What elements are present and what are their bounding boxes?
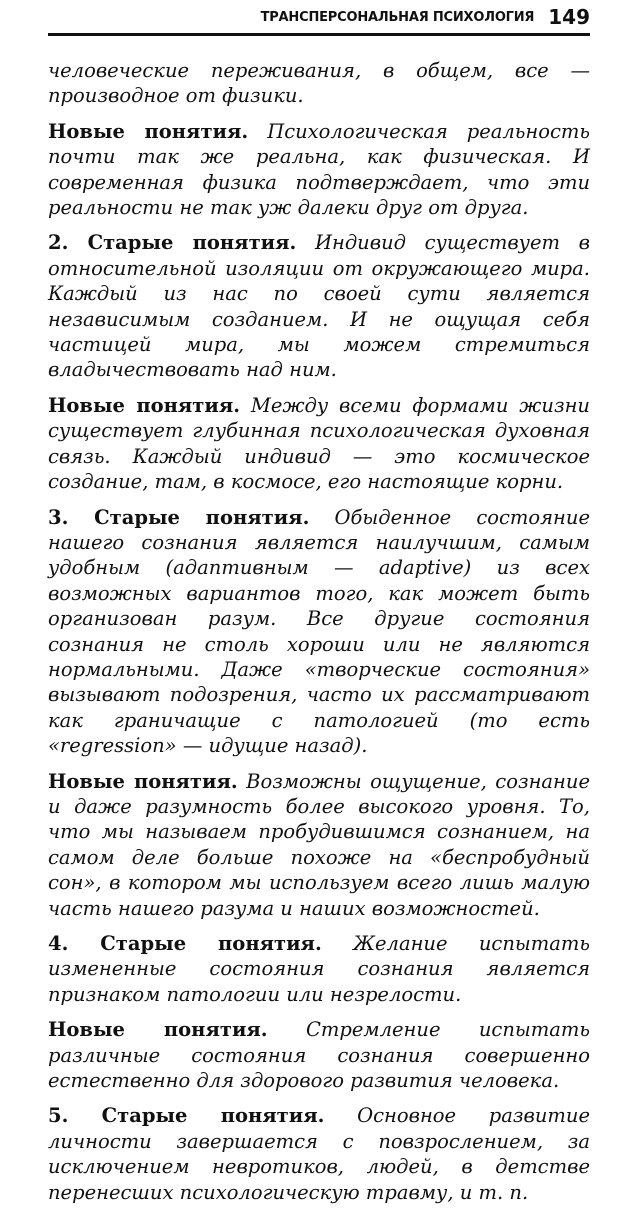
paragraph-text: Между всеми формами жизни существует глубинная психологическая духовная связь. Каждый индивид — это космическое создание, там, в космосе, его настоящие корни. xyxy=(48,393,590,494)
paragraph-label: 5. Старые понятия. xyxy=(48,1104,325,1128)
running-title: ТРАНСПЕРСОНАЛЬНАЯ ПСИХОЛОГИЯ xyxy=(260,9,535,25)
paragraph-3 xyxy=(48,230,590,382)
paragraph-text: Обыденное состояние нашего сознания является наилучшим, самым удобным (адаптивным — adaptive) из всех возможных вариантов того, как может быть организован разум. Все другие состояния сознания не столь хороши или не являются нормальными. Даже «творческие состояния» вызывают подозрения, часто их рассматривают как граничащие с патологией (то есть «regression» — идущие назад). xyxy=(48,505,590,758)
paragraph-text: Желание испытать измененные состояния сознания является признаком патологии или незрелости. xyxy=(48,932,590,1006)
paragraph-label: 4. Старые понятия. xyxy=(48,932,322,955)
paragraph-text: Стремление испытать различные состояния сознания совершенно естественно для здорового развития человека. xyxy=(48,1018,591,1093)
paragraph-4 xyxy=(48,393,590,495)
page-body xyxy=(48,58,590,1215)
paragraph-text: Психологическая реальность почти так же реальна, как физическая. И современная физика подтверждает, что эти реальности не так уж далеки друг от друга. xyxy=(48,119,591,220)
paragraph-label: 3. Старые понятия. xyxy=(48,505,310,529)
paragraph-8 xyxy=(48,1017,590,1093)
paragraph-9 xyxy=(48,1103,590,1205)
paragraph-text: Основное развитие личности завершается с повзрослением, за исключением невротиков, людей, в детстве перенесших психологическую травму, и т. п. xyxy=(48,1104,590,1204)
paragraph-5 xyxy=(48,505,590,759)
paragraph-text: человеческие переживания, в общем, все — производное от физики. xyxy=(48,59,590,108)
paragraph-text: Индивид существует в относительной изоляции от окружающего мира. Каждый из нас по своей сути является независимым созданием. И не ощущая себя частицей мира, мы можем стремиться владычествовать над ним. xyxy=(48,231,591,382)
paragraph-1 xyxy=(48,58,590,109)
paragraph-7 xyxy=(48,931,590,1007)
paragraph-6 xyxy=(48,769,590,921)
paragraph-text: Возможны ощущение, сознание и даже разумность более высокого уровня. То, что мы называем пробудившимся сознанием, на самом деле больше похоже на «беспробудный сон», в котором мы используем всего лишь малую часть нашего разума и наших возможностей. xyxy=(48,769,591,920)
paragraph-label: Новые понятия. xyxy=(48,769,238,793)
paragraph-label: 2. Старые понятия. xyxy=(48,231,297,255)
header-rule xyxy=(48,33,590,36)
page-number: 149 xyxy=(548,5,590,29)
paragraph-label: Новые понятия. xyxy=(48,1018,268,1042)
paragraph-label: Новые понятия. xyxy=(48,393,241,417)
paragraph-2 xyxy=(48,119,590,221)
page-header xyxy=(48,0,590,42)
paragraph-label: Новые понятия. xyxy=(48,119,249,143)
